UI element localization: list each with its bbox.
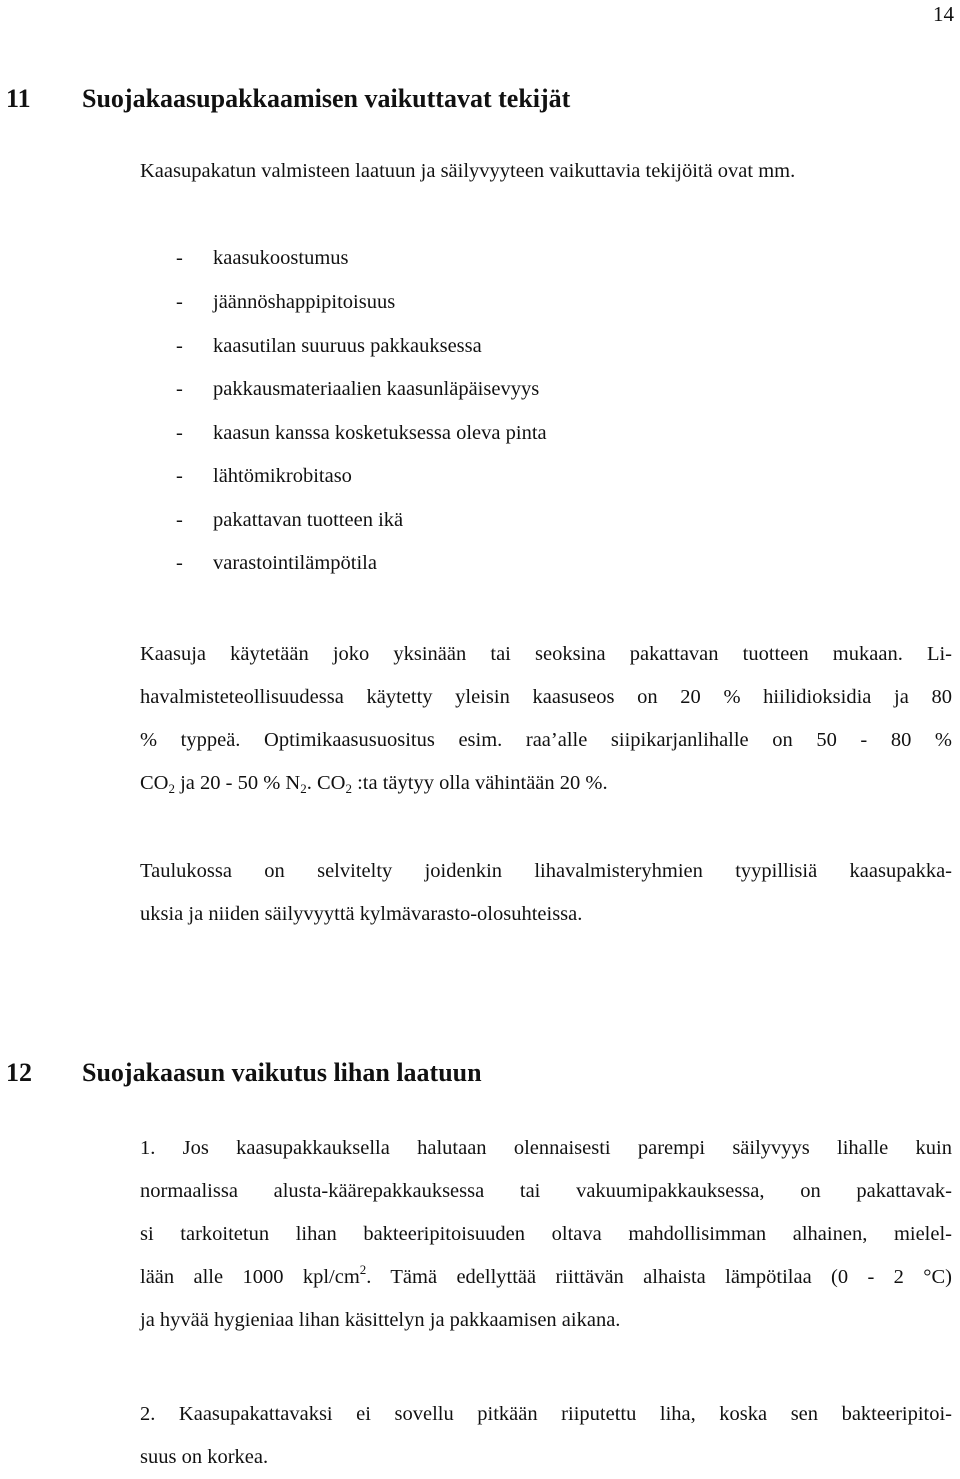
subscript: 2 xyxy=(345,781,352,796)
paragraph-line: Kaasuja käytetään joko yksinään tai seoksina pakattavan tuotteen mukaan. Li- xyxy=(140,643,952,665)
list-marker: - xyxy=(176,378,183,400)
list-item xyxy=(176,291,395,314)
section-12-title: Suojakaasun vaikutus lihan laatuun xyxy=(82,1058,482,1087)
superscript: 2 xyxy=(359,1262,367,1277)
list-item xyxy=(176,378,539,401)
list-item xyxy=(176,552,377,575)
paragraph-line xyxy=(140,762,952,805)
list-item-text: lähtömikrobitaso xyxy=(213,465,352,487)
paragraph-line: % typpeä. Optimikaasusuositus esim. raa’alle siipikarjanlihalle on 50 - 80 % xyxy=(140,729,952,751)
paragraph-line: 2. Kaasupakattavaksi ei sovellu pitkään riiputettu liha, koska sen bakteeripitoi- xyxy=(140,1403,952,1425)
list-item-text: kaasukoostumus xyxy=(213,247,349,269)
list-item-text: kaasun kanssa kosketuksessa oleva pinta xyxy=(213,422,547,444)
section-12-heading xyxy=(6,1058,482,1088)
list-marker: - xyxy=(176,509,183,531)
list-item-text: kaasutilan suuruus pakkauksessa xyxy=(213,335,482,357)
section-11-intro: Kaasupakatun valmisteen laatuun ja säilyvyyteen vaikuttavia tekijöitä ovat mm. xyxy=(140,160,796,182)
list-item xyxy=(176,509,403,532)
paragraph-line: ja hyvää hygieniaa lihan käsittelyn ja pakkaamisen aikana. xyxy=(140,1309,621,1331)
subscript: 2 xyxy=(168,781,175,796)
formula-co: CO xyxy=(140,772,169,794)
list-item xyxy=(176,335,482,358)
text-span: ja 20 - 50 % N xyxy=(174,772,301,794)
bacteria-paragraph xyxy=(140,1127,952,1342)
paragraph-line: si tarkoitetun lihan bakteeripitoisuuden oltava mahdollisimman alhainen, mielel- xyxy=(140,1223,952,1245)
list-item-text: jäännöshappipitoisuus xyxy=(213,291,396,313)
text-span: . CO xyxy=(306,772,346,794)
paragraph-line xyxy=(140,1256,952,1299)
list-marker: - xyxy=(176,552,183,574)
list-marker: - xyxy=(176,335,183,357)
list-marker: - xyxy=(176,465,183,487)
section-11-number: 11 xyxy=(6,84,31,113)
section-11-heading xyxy=(6,84,570,114)
list-item xyxy=(176,247,349,270)
text-span: . Tämä edellyttää riittävän alhaista lämpötilaa (0 - 2 °C) xyxy=(366,1266,952,1288)
section-11-title: Suojakaasupakkaamisen vaikuttavat tekijät xyxy=(82,84,571,113)
paragraph-line: uksia ja niiden säilyvyyttä kylmävarasto-olosuhteissa. xyxy=(140,903,583,925)
subscript: 2 xyxy=(300,781,307,796)
page-number: 14 xyxy=(933,2,954,26)
list-marker: - xyxy=(176,247,183,269)
paragraph-line: havalmisteteollisuudessa käytetty yleisin kaasuseos on 20 % hiilidioksidia ja 80 xyxy=(140,686,952,708)
text-span: :ta täytyy olla vähintään 20 %. xyxy=(351,772,608,794)
list-item-text: pakattavan tuotteen ikä xyxy=(213,509,404,531)
gas-mixture-paragraph xyxy=(140,633,952,805)
list-item xyxy=(176,422,547,445)
list-marker: - xyxy=(176,291,183,313)
list-item-text: varastointilämpötila xyxy=(213,552,377,574)
list-marker: - xyxy=(176,422,183,444)
paragraph-line: normaalissa alusta-käärepakkauksessa tai vakuumipakkauksessa, on pakattavak- xyxy=(140,1180,952,1202)
paragraph-line: Taulukossa on selvitelty joidenkin lihavalmisteryhmien tyypillisiä kaasupakka- xyxy=(140,860,952,882)
text-span: lään alle 1000 kpl/cm xyxy=(140,1266,360,1288)
list-item-text: pakkausmateriaalien kaasunläpäisevyys xyxy=(213,378,540,400)
paragraph-line: suus on korkea. xyxy=(140,1446,269,1468)
section-12-number: 12 xyxy=(6,1058,32,1087)
aged-meat-paragraph xyxy=(140,1393,952,1479)
list-item xyxy=(176,465,352,488)
table-reference-paragraph xyxy=(140,850,952,936)
paragraph-line: 1. Jos kaasupakkauksella halutaan olennaisesti parempi säilyvyys lihalle kuin xyxy=(140,1137,952,1159)
